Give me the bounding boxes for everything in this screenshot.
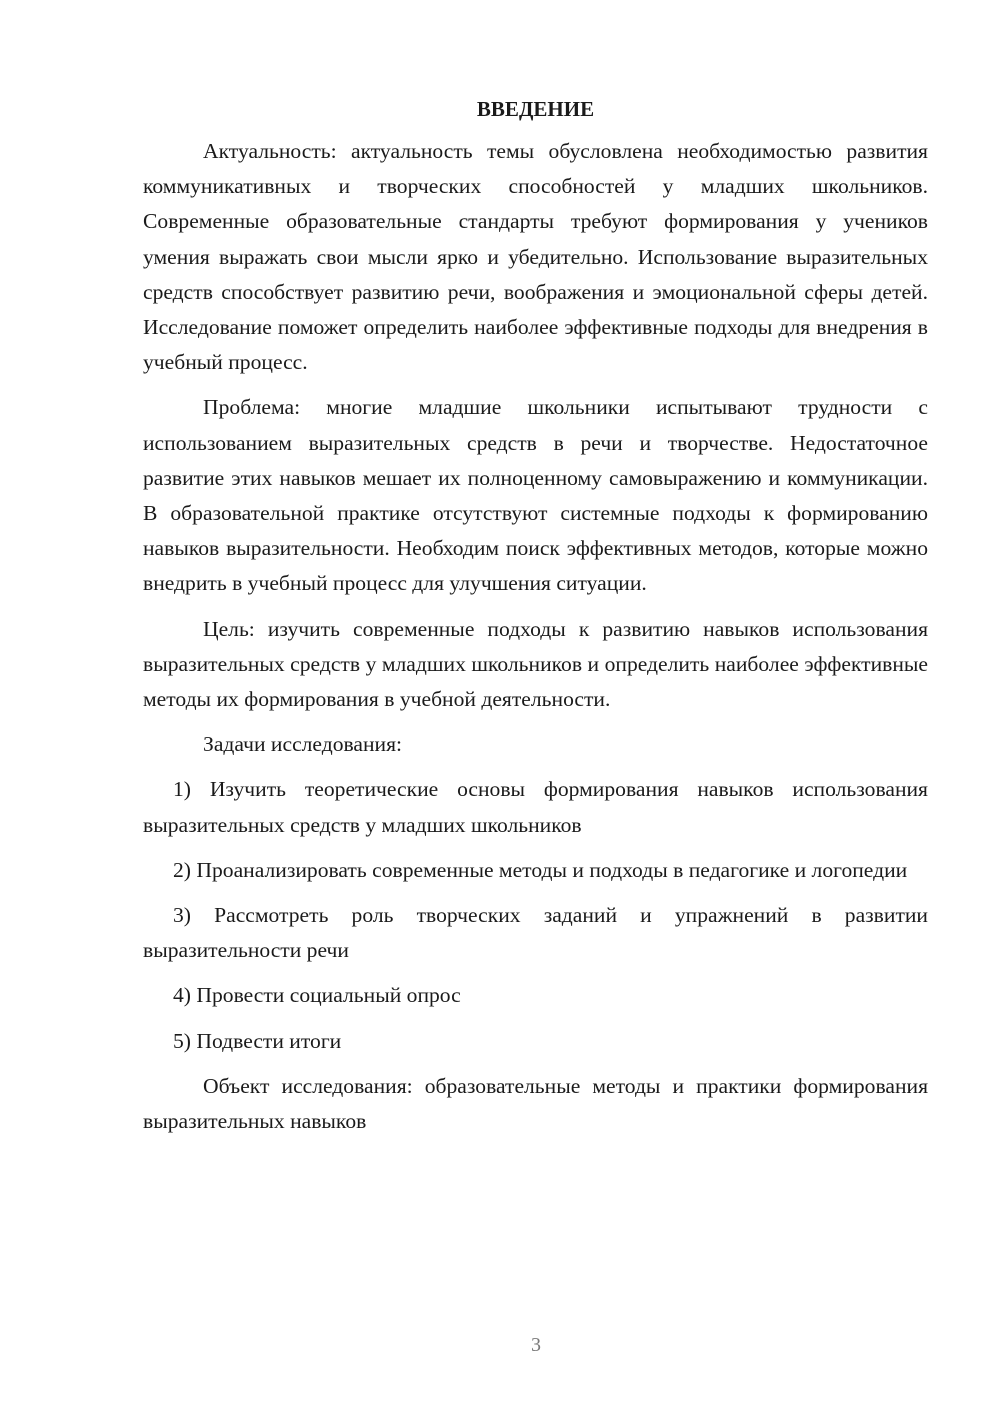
task-item: 5) Подвести итоги (173, 1028, 342, 1053)
paragraph-object: Объект исследования: образовательные методы и практики формирования выразительных навыков (143, 1073, 928, 1134)
paragraph-tasks-heading: Задачи исследования: (203, 732, 403, 757)
paragraph-relevance: Актуальность: актуальность темы обусловлена необходимостью развития коммуникативных и творческих способностей у младших школьников. Современные образовательные стандарты требуют формирования у учеников умения выражать свои мысли ярко и убедительно. Использование выразительных средств способствует развитию речи, воображения и эмоциональной сферы детей. Исследование поможет определить наиболее эффективные подходы для внедрения в учебный процесс. (143, 139, 928, 375)
paragraph-problem: Проблема: многие младшие школьники испытывают трудности с использованием выразительных средств в речи и творчестве. Недостаточное развитие этих навыков мешает их полноценному самовыражению и коммуникации. В образовательной практике отсутствуют системные подходы к формированию навыков выразительности. Необходим поиск эффективных методов, которые можно внедрить в учебный процесс для улучшения ситуации. (143, 395, 928, 596)
page-content (143, 92, 928, 1149)
task-item: 3) Рассмотреть роль творческих заданий и упражнений в развитии выразительности речи (143, 903, 928, 963)
page-number: 3 (531, 1334, 541, 1356)
task-item: 1) Изучить теоретические основы формирования навыков использования выразительных средств у младших школьников (143, 777, 928, 837)
paragraph-goal: Цель: изучить современные подходы к развитию навыков использования выразительных средств у младших школьников и определить наиболее эффективные методы их формирования в учебной деятельности. (143, 616, 928, 712)
section-title: ВВЕДЕНИЕ (476, 97, 595, 121)
task-item: 4) Провести социальный опрос (173, 983, 461, 1008)
task-item: 2) Проанализировать современные методы и подходы в педагогике и логопедии (173, 857, 908, 882)
